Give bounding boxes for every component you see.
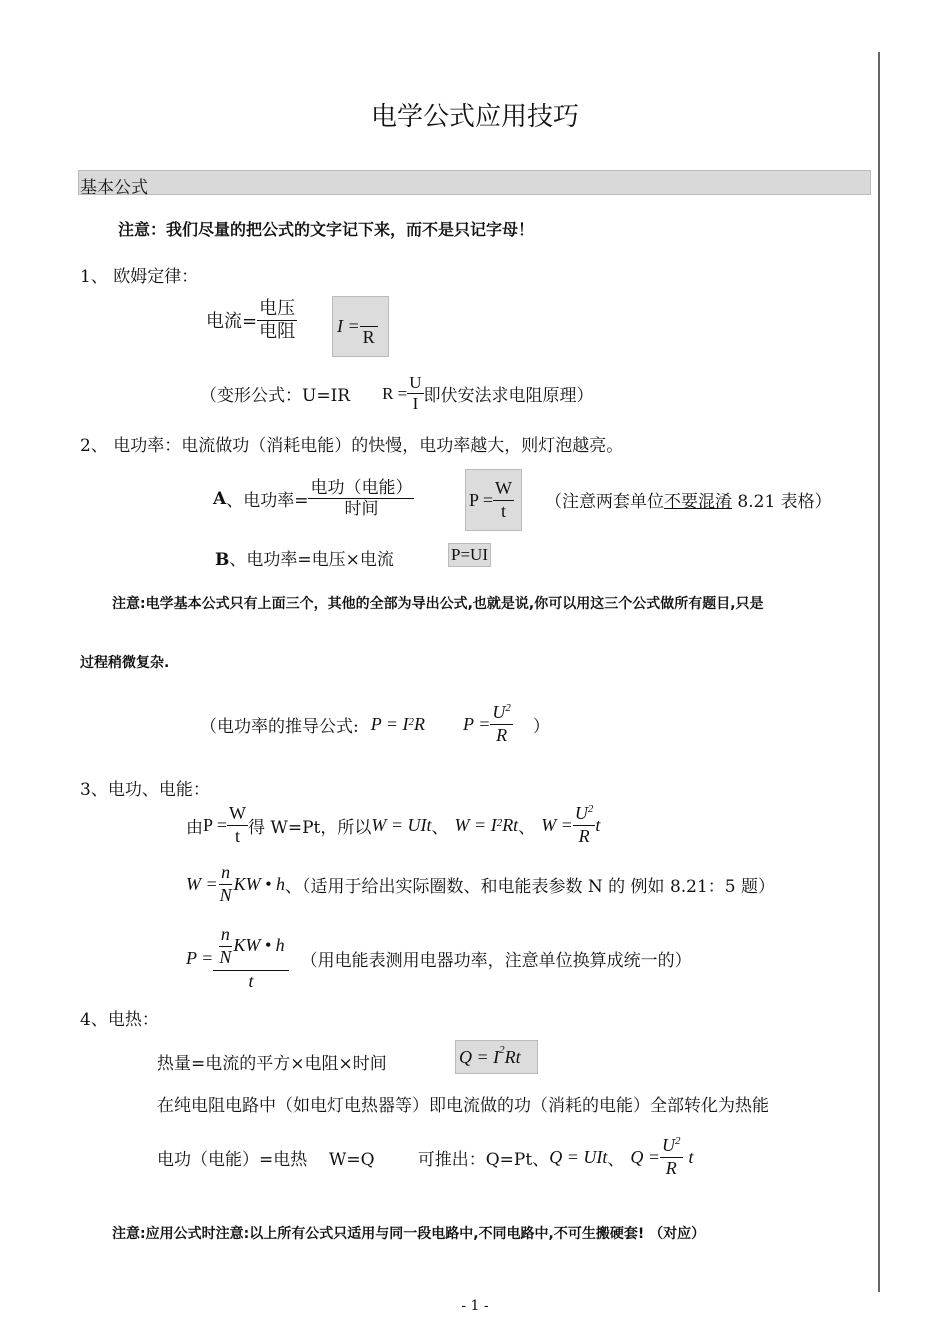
work-l3-inner-num: n [219, 924, 232, 947]
ohm-variant-suffix: 即伏安法求电阻原理） [423, 386, 594, 407]
ohm-word-lhs: 电流= [206, 311, 258, 333]
work-line3 [186, 924, 692, 993]
work-l3-inner-den: N [219, 946, 232, 967]
work-l3-num [213, 924, 288, 971]
power-sym-lhs: P = [469, 489, 493, 510]
ohm-variant-prefix: （变形公式：U=IR [200, 386, 351, 407]
work-l1-f3exp: 2 [587, 803, 594, 815]
heat-line2: 在纯电阻电路中（如电灯电热器等）即电流做的功（消耗的电能）全部转化为热能 [157, 1096, 769, 1116]
ohm-sym-lhs: I = [337, 316, 360, 336]
power-word-num: 电功（电能） [310, 478, 413, 498]
page-right-border [878, 52, 880, 1292]
derive-f1-a: P = I [370, 713, 409, 734]
work-l1-f1: W = UIt [371, 814, 432, 835]
work-l3-P: P = [186, 947, 214, 968]
derive-f2-num-wrap [490, 702, 513, 725]
power-word-fraction [308, 478, 414, 520]
ohm-word-num: 电压 [259, 298, 296, 319]
power-a-label: A [213, 488, 227, 509]
ohm-variant-R: R = [382, 383, 408, 403]
derive-f2-fraction [490, 702, 513, 746]
heat-line3 [157, 1135, 694, 1179]
note-basic-line1: 注意:电学基本公式只有上面三个，其他的全部为导出公式,也就是说,你可以用这三个公式做所有题目,只是 [112, 596, 764, 612]
s1-heading: 1、 欧姆定律： [80, 267, 199, 287]
work-l1-f3num: U [574, 803, 588, 823]
work-l1-f3num-wrap [573, 803, 596, 826]
work-l1-num: W [227, 803, 248, 826]
heat-sym-exp: 2 [499, 1044, 505, 1056]
work-l3-den: t [248, 971, 254, 992]
work-l1-f3t: t [595, 814, 601, 835]
ohm-variant-den: I [412, 394, 419, 414]
work-l2-W: W = [186, 873, 218, 894]
note-bottom: 注意:应用公式时注意:以上所有公式只适用与同一段电路中,不同电路中,不可生搬硬套! （对应） [112, 1226, 706, 1242]
ohm-sym-fraction [360, 305, 378, 349]
derive-f1-exp: 2 [408, 716, 415, 728]
power-sym-den: t [500, 500, 506, 521]
heat-l3-sep: 、 [607, 1149, 625, 1170]
heat-sym-a: Q = I [459, 1046, 500, 1067]
note-top: 注意：我们尽量的把公式的文字记下来，而不是只记字母！ [118, 220, 535, 239]
power-note-prefix: （注意两套单位 [545, 492, 664, 512]
power-derive-line [200, 702, 550, 746]
derive-f2-den: R [496, 724, 508, 745]
work-l1-f3: W = [541, 814, 573, 835]
work-l1-f3-fraction [573, 803, 596, 847]
ohm-sym-den: R [362, 326, 375, 347]
work-l1-f3den: R [578, 825, 590, 846]
heat-symbol-box [455, 1040, 538, 1074]
heat-l3-fraction [660, 1135, 683, 1179]
page-number: - 1 - [461, 1298, 489, 1314]
s3-heading: 3、电功、电能： [80, 780, 210, 800]
power-symbol-box [465, 469, 522, 531]
derive-f2-exp: 2 [505, 702, 511, 714]
power-word-den: 时间 [344, 499, 379, 520]
work-l1-fraction [227, 803, 248, 847]
work-line2 [186, 862, 775, 906]
ohm-word-formula [206, 298, 297, 342]
work-l3-fraction [213, 924, 288, 993]
heat-l3-f1: Q = UIt [549, 1146, 608, 1167]
heat-l3-num-wrap [660, 1135, 683, 1158]
work-l3-inner-fraction [217, 924, 233, 968]
work-l2-rest: KW • h [233, 873, 285, 894]
power-sym-num: W [493, 478, 514, 501]
power-note-suffix: 8.21 表格） [732, 492, 832, 512]
work-l1-sep1: 、 [431, 817, 449, 838]
work-l2-num: n [219, 862, 232, 885]
derive-suffix: ） [532, 716, 550, 737]
work-l1-sep2: 、 [518, 817, 536, 838]
section-header-basic: 基本公式 [80, 178, 148, 198]
heat-l3-text: 电功（电能）=电热 W=Q 可推出：Q=Pt、 [157, 1149, 550, 1170]
work-l2-den: N [219, 884, 232, 905]
power-b-label: B [215, 550, 230, 570]
power-a-text: 、电功率= [226, 491, 309, 512]
work-l1-text: 得 W=Pt，所以 [248, 817, 372, 838]
ohm-variant-fraction [407, 373, 423, 415]
derive-f2-lhs: P = [463, 713, 491, 734]
s4-heading: 4、电热： [80, 1010, 159, 1030]
heat-l3-num: U [662, 1135, 675, 1155]
work-l2-text: 、（适用于给出实际圈数、和电能表参数 N 的 例如 8.21：5 题） [284, 876, 776, 897]
work-l3-inner-rest: KW • h [233, 935, 285, 956]
derive-f1-b: R [414, 713, 426, 734]
ohm-symbol-box [332, 296, 389, 357]
heat-sym-b: Rt [504, 1046, 521, 1067]
heat-l3-exp: 2 [675, 1135, 681, 1147]
note-basic-line2: 过程稍微复杂. [80, 655, 170, 671]
ohm-word-den: 电阻 [259, 320, 296, 342]
ohm-variant-line [200, 373, 594, 415]
power-b-line [215, 545, 394, 570]
page-title: 电学公式应用技巧 [370, 102, 579, 132]
ohm-sym-num [360, 305, 378, 327]
work-l3-text: （用电能表测用电器功率，注意单位换算成统一的） [300, 950, 692, 971]
heat-l3-den: R [665, 1157, 677, 1178]
power-word-formula [213, 478, 414, 520]
work-l1-den: t [234, 825, 240, 846]
heat-word-formula: 热量=电流的平方×电阻×时间 [157, 1054, 387, 1074]
power-sym-fraction [493, 478, 514, 522]
work-l1-f2b: Rt [502, 814, 519, 835]
work-l1-P: P = [203, 814, 227, 835]
ohm-variant-num: U [407, 373, 423, 394]
derive-prefix: （电功率的推导公式: [200, 716, 359, 737]
s2-heading: 2、 电功率：电流做功（消耗电能）的快慢，电功率越大，则灯泡越亮。 [80, 436, 624, 456]
section-header-bar [78, 170, 871, 195]
work-l1-f2a: W = I [454, 814, 497, 835]
derive-f2-num: U [492, 702, 506, 722]
power-units-note [545, 487, 832, 512]
work-l2-fraction [218, 862, 234, 906]
power-b-text: 、电功率=电压×电流 [229, 550, 394, 570]
heat-l3-f2: Q = [630, 1146, 660, 1167]
work-l1-f2exp: 2 [496, 817, 503, 829]
work-l1-prefix: 由 [186, 817, 203, 838]
work-line1 [186, 803, 600, 847]
heat-l3-t: t [688, 1146, 694, 1167]
power-note-underline: 不要混淆 [664, 492, 732, 512]
ohm-word-fraction [257, 298, 297, 342]
power-b-symbol: P=UI [448, 543, 491, 567]
